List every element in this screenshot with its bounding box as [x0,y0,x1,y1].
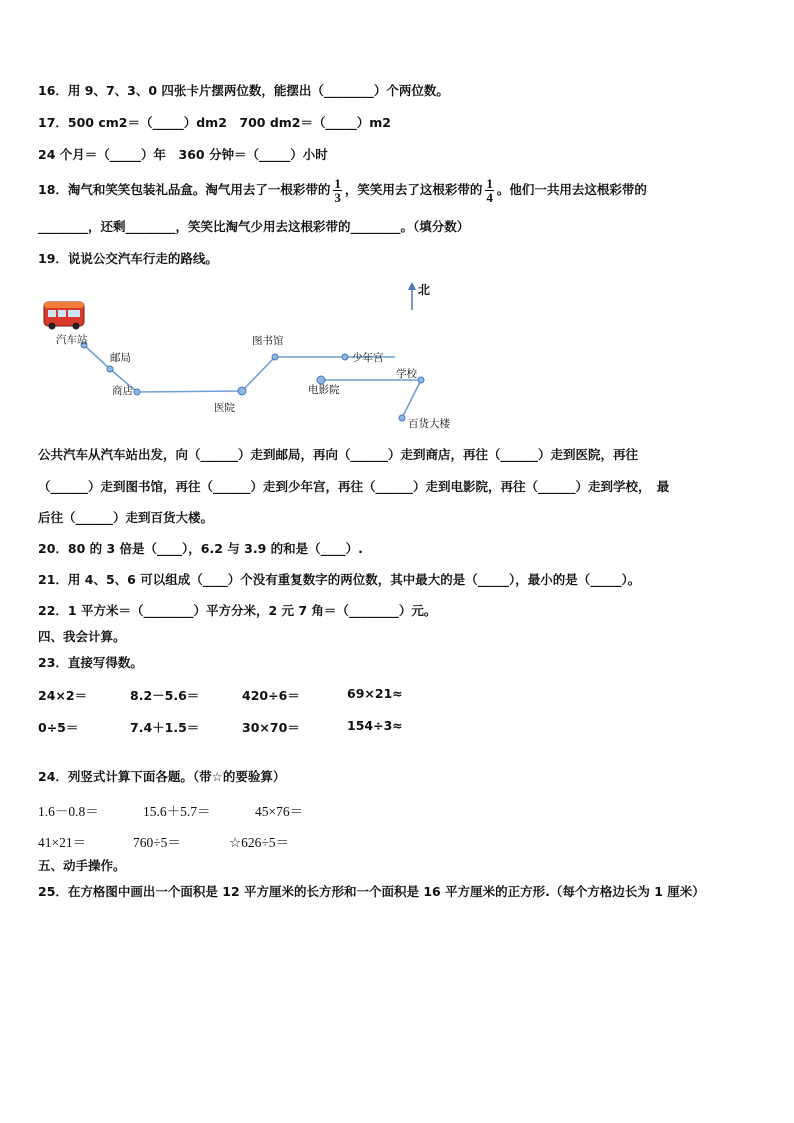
calc-item: 24×2＝ [38,688,88,703]
fraction-one-third: $\frac{1}{3}$ [334,176,341,205]
label-department-store: 百货大楼 [408,418,450,430]
bus-icon [44,302,84,330]
fraction-one-quarter: $\frac{1}{4}$ [486,176,493,205]
label-school: 学校 [396,368,417,380]
calc-item: 69×21≈ [347,686,403,701]
question-24-title: 24．列竖式计算下面各题。（带☆的要验算） [38,769,286,784]
question-25: 25．在方格图中画出一个面积是 12 平方厘米的长方形和一个面积是 16 平方厘米的正方形.（每个方格边长为 1 厘米） [38,884,705,899]
vertical-calc-item: 15.6＋5.7＝ [143,804,211,819]
question-17-time: 24 个月＝（_____）年 360 分钟＝（_____）小时 [38,147,328,162]
section-4-heading: 四、我会计算。 [38,629,126,644]
question-16: 16．用 9、7、3、0 四张卡片摆两位数，能摆出（________）个两位数。 [38,83,449,98]
calc-item: 30×70＝ [242,720,300,735]
stop-school [418,377,424,383]
label-cinema: 电影院 [308,384,340,396]
question-23-title: 23．直接写得数。 [38,655,143,670]
label-library: 图书馆 [252,335,284,347]
calc-item: 7.4＋1.5＝ [130,720,200,735]
stop-cinema [317,376,325,384]
question-21: 21．用 4、5、6 可以组成（____）个没有重复数字的两位数，其中最大的是（_____），最小的是（_____）。 [38,572,641,587]
question-17-area: 17．500 cm2＝（_____）dm2 700 dm2＝（_____）m2 [38,115,391,130]
stop-shop [134,389,140,395]
label-shop: 商店 [112,385,133,397]
question-20: 20．80 的 3 倍是（____），6.2 与 3.9 的和是（____）. [38,541,363,556]
label-post-office: 邮局 [110,352,131,364]
vertical-calc-item: 1.6－0.8＝ [38,804,99,819]
vertical-calc-item: ☆626÷5＝ [229,835,290,850]
label-hospital: 医院 [214,402,235,414]
calc-item: 154÷3≈ [347,718,403,733]
vertical-calc-item: 45×76＝ [255,804,304,819]
bus-route-map [38,280,758,440]
stop-department-store [399,415,405,421]
calc-item: 0÷5＝ [38,720,79,735]
question-18: 18．淘气和笑笑包装礼品盒。淘气用去了一根彩带的 $\frac{1}{3}$ ，笑笑用去了这根彩带的 $\frac{1}{4}$ 。他们一共用去这根彩带的 [38,176,647,205]
section-5-heading: 五、动手操作。 [38,858,126,873]
stop-youth-palace [342,354,348,360]
north-arrow-icon [408,282,416,310]
question-19-text-2: （______）走到图书馆，再往（______）走到少年宫，再往（______）走到电影院，再往（______）走到学校， 最 [38,479,670,494]
question-22: 22．1 平方米＝（________）平方分米，2 元 7 角＝（________）元。 [38,603,437,618]
label-bus-station: 汽车站 [56,334,88,346]
calc-item: 8.2－5.6＝ [130,688,200,703]
stop-hospital [238,387,246,395]
stop-library [272,354,278,360]
question-19-text-3: 后往（______）走到百货大楼。 [38,510,214,525]
vertical-calc-item: 760÷5＝ [133,835,181,850]
vertical-calc-item: 41×21＝ [38,835,87,850]
question-19-title: 19．说说公交汽车行走的路线。 [38,251,218,266]
calc-item: 420÷6＝ [242,688,300,703]
question-19-text-1: 公共汽车从汽车站出发，向（______）走到邮局，再向（______）走到商店，再往（______）走到医院，再往 [38,447,639,462]
label-youth-palace: 少年宫 [352,352,384,364]
stop-post-office [107,366,113,372]
question-18-line2: ________，还剩________，笑笑比淘气少用去这根彩带的________。（填分数） [38,219,470,234]
north-label: 北 [418,283,431,297]
